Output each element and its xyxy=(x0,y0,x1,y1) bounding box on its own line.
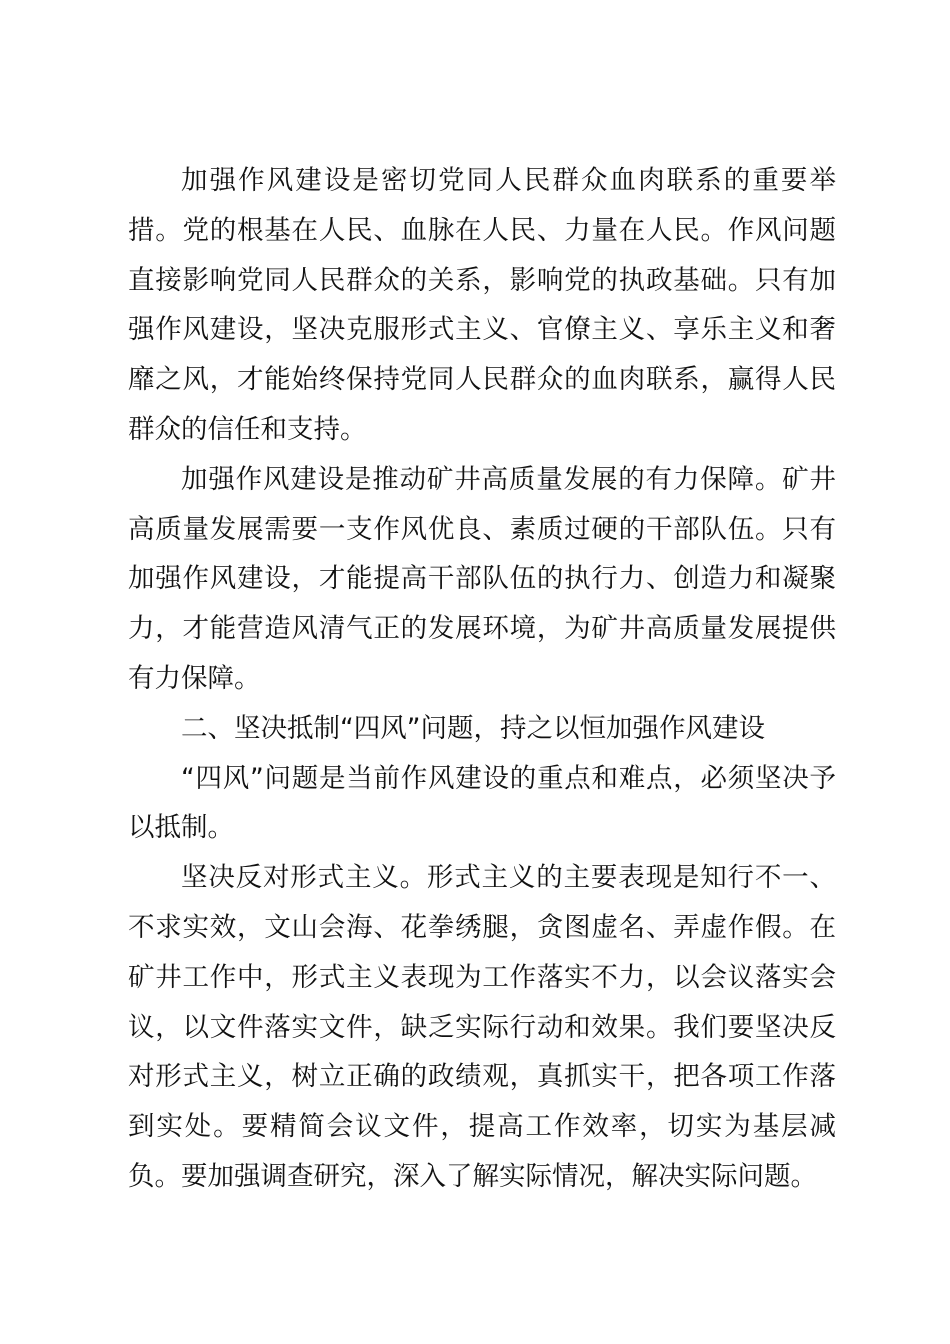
document-page xyxy=(128,156,836,1202)
paragraph-four-winds-intro: “四风”问题是当前作风建设的重点和难点，必须坚决予以抵制。 xyxy=(128,762,836,844)
paragraph-mine-development: 加强作风建设是推动矿井高质量发展的有力保障。矿井高质量发展需要一支作风优良、素质过硬的干部队伍。只有加强作风建设，才能提高干部队伍的执行力、创造力和凝聚力，才能营造风清气正的发展环境，为矿井高质量发展提供有力保障。 xyxy=(128,463,836,694)
paragraph-oppose-formalism: 坚决反对形式主义。形式主义的主要表现是知行不一、不求实效，文山会海、花拳绣腿，贪图虚名、弄虚作假。在矿井工作中，形式主义表现为工作落实不力，以会议落实会议，以文件落实文件，缺乏实际行动和效果。我们要坚决反对形式主义，树立正确的政绩观，真抓实干，把各项工作落到实处。要精简会议文件，提高工作效率，切实为基层减负。要加强调查研究，深入了解实际情况，解决实际问题。 xyxy=(128,862,836,1192)
paragraph-party-ties: 加强作风建设是密切党同人民群众血肉联系的重要举措。党的根基在人民、血脉在人民、力量在人民。作风问题直接影响党同人民群众的关系，影响党的执政基础。只有加强作风建设，坚决克服形式主义、官僚主义、享乐主义和奢靡之风，才能始终保持党同人民群众的血肉联系，赢得人民群众的信任和支持。 xyxy=(128,165,836,445)
section-heading-four-winds: 二、坚决抵制“四风”问题，持之以恒加强作风建设 xyxy=(181,712,765,744)
